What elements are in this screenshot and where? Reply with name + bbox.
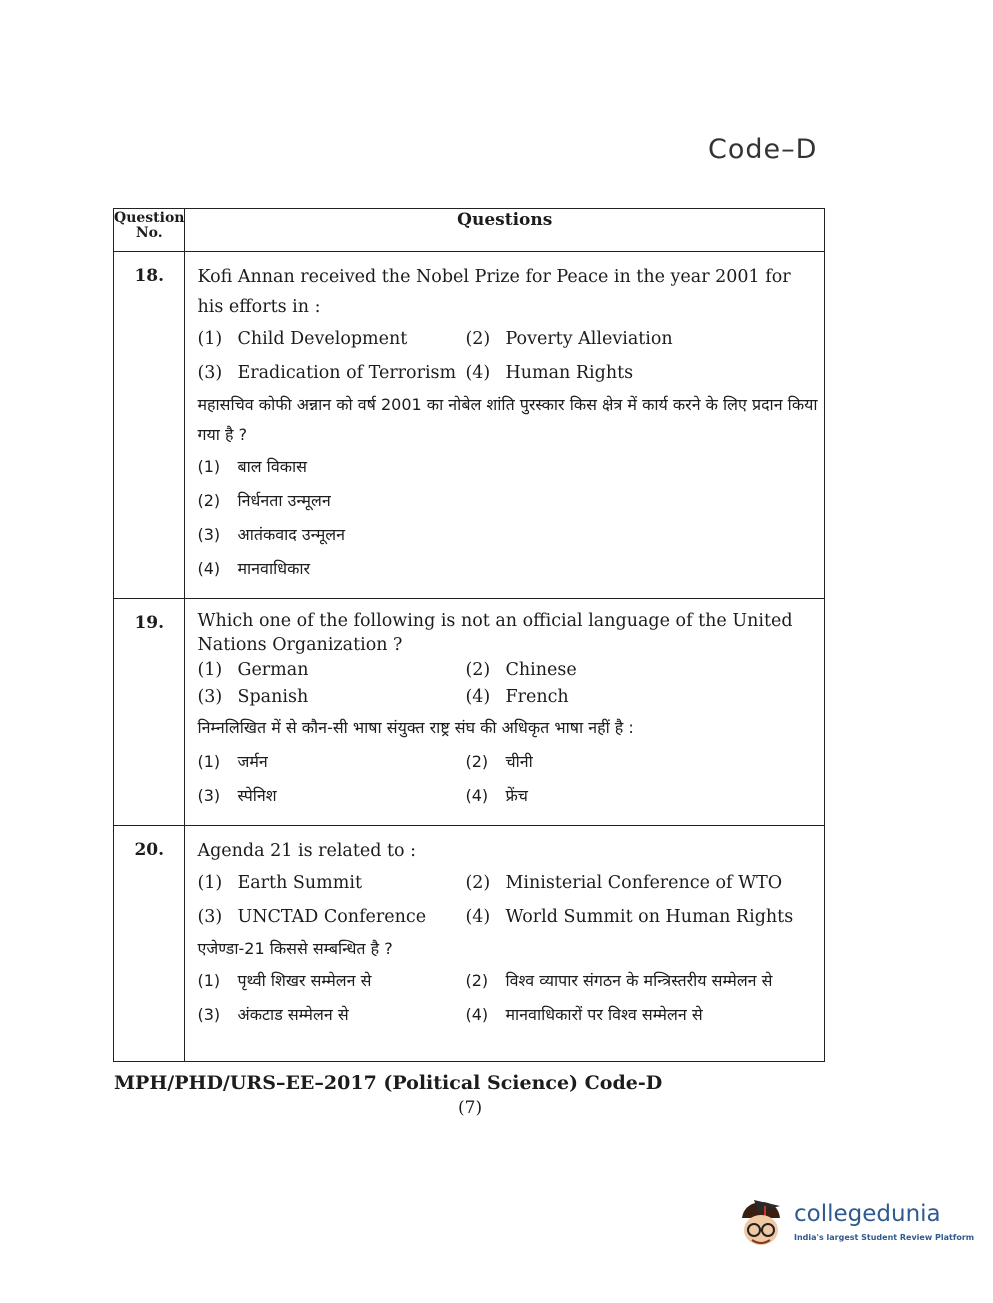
- option-1: (1) पृथ्वी शिखर सम्मेलन से: [197, 971, 372, 990]
- page-number: (7): [458, 1098, 483, 1118]
- option-2: (2) निर्धनता उन्मूलन: [197, 491, 331, 510]
- question-row-18: [114, 252, 825, 599]
- question-row-20: [114, 826, 825, 1062]
- questions-table: [113, 208, 825, 1062]
- option-2: (2) Chinese: [465, 660, 577, 680]
- option-4: (4) फ्रेंच: [465, 786, 528, 805]
- question-body: [185, 599, 825, 826]
- column-header-questions: Questions: [185, 209, 825, 252]
- option-1: (1) Child Development: [197, 329, 408, 349]
- question-text-en: Kofi Annan received the Nobel Prize for Peace in the year 2001 for his efforts in :: [197, 267, 791, 317]
- option-1: (1) Earth Summit: [197, 873, 362, 893]
- options-hi: [197, 964, 820, 1032]
- question-text-hi: एजेण्डा-21 किससे सम्बन्धित है ?: [197, 939, 393, 958]
- question-body: [185, 826, 825, 1062]
- option-3: (3) अंकटाड सम्मेलन से: [197, 1005, 349, 1024]
- question-body: [185, 252, 825, 599]
- paper-code: Code–D: [708, 134, 818, 165]
- options-en: [197, 866, 820, 934]
- option-2: (2) Ministerial Conference of WTO: [465, 873, 783, 893]
- option-3: (3) Eradication of Terrorism: [197, 363, 457, 383]
- option-1: (1) German: [197, 660, 309, 680]
- question-row-19: [114, 599, 825, 826]
- option-2: (2) Poverty Alleviation: [465, 329, 673, 349]
- collegedunia-watermark: [734, 1196, 975, 1256]
- question-number: 19.: [114, 599, 185, 826]
- option-3: (3) स्पेनिश: [197, 786, 277, 805]
- question-text-hi: निम्नलिखित में से कौन-सी भाषा संयुक्त राष्ट्र संघ की अधिकृत भाषा नहीं है :: [197, 718, 634, 737]
- column-header-question-no: Question No.: [114, 209, 185, 252]
- table-header-row: [114, 209, 825, 252]
- mascot-icon: [734, 1196, 790, 1256]
- option-4: (4) मानवाधिकारों पर विश्व सम्मेलन से: [465, 1005, 703, 1024]
- question-number: 20.: [114, 826, 185, 1062]
- option-2: (2) विश्व व्यापार संगठन के मन्त्रिस्तरीय सम्मेलन से: [465, 971, 773, 990]
- question-text-en: Which one of the following is not an official language of the United Nations Organization ?: [197, 611, 793, 655]
- question-text-en: Agenda 21 is related to :: [197, 841, 417, 861]
- option-3: (3) UNCTAD Conference: [197, 907, 427, 927]
- option-4: (4) Human Rights: [465, 363, 634, 383]
- exam-footer: MPH/PHD/URS–EE–2017 (Political Science) Code-D: [114, 1072, 663, 1094]
- options-hi: [197, 745, 820, 813]
- question-number: 18.: [114, 252, 185, 599]
- options-en: [197, 322, 820, 390]
- brand-tagline: India's largest Student Review Platform: [794, 1233, 975, 1242]
- option-4: (4) मानवाधिकार: [197, 559, 311, 578]
- option-3: (3) आतंकवाद उन्मूलन: [197, 525, 346, 544]
- option-4: (4) French: [465, 687, 569, 707]
- option-4: (4) World Summit on Human Rights: [465, 907, 794, 927]
- option-2: (2) चीनी: [465, 752, 533, 771]
- option-1: (1) बाल विकास: [197, 457, 307, 476]
- option-3: (3) Spanish: [197, 687, 309, 707]
- options-hi: [197, 450, 820, 586]
- options-en: [197, 657, 820, 711]
- option-1: (1) जर्मन: [197, 752, 268, 771]
- question-text-hi: महासचिव कोफी अन्नान को वर्ष 2001 का नोबेल शांति पुरस्कार किस क्षेत्र में कार्य करने के लिए प्रदान किया गया है ?: [197, 395, 818, 444]
- brand-name: collegedunia: [794, 1201, 941, 1227]
